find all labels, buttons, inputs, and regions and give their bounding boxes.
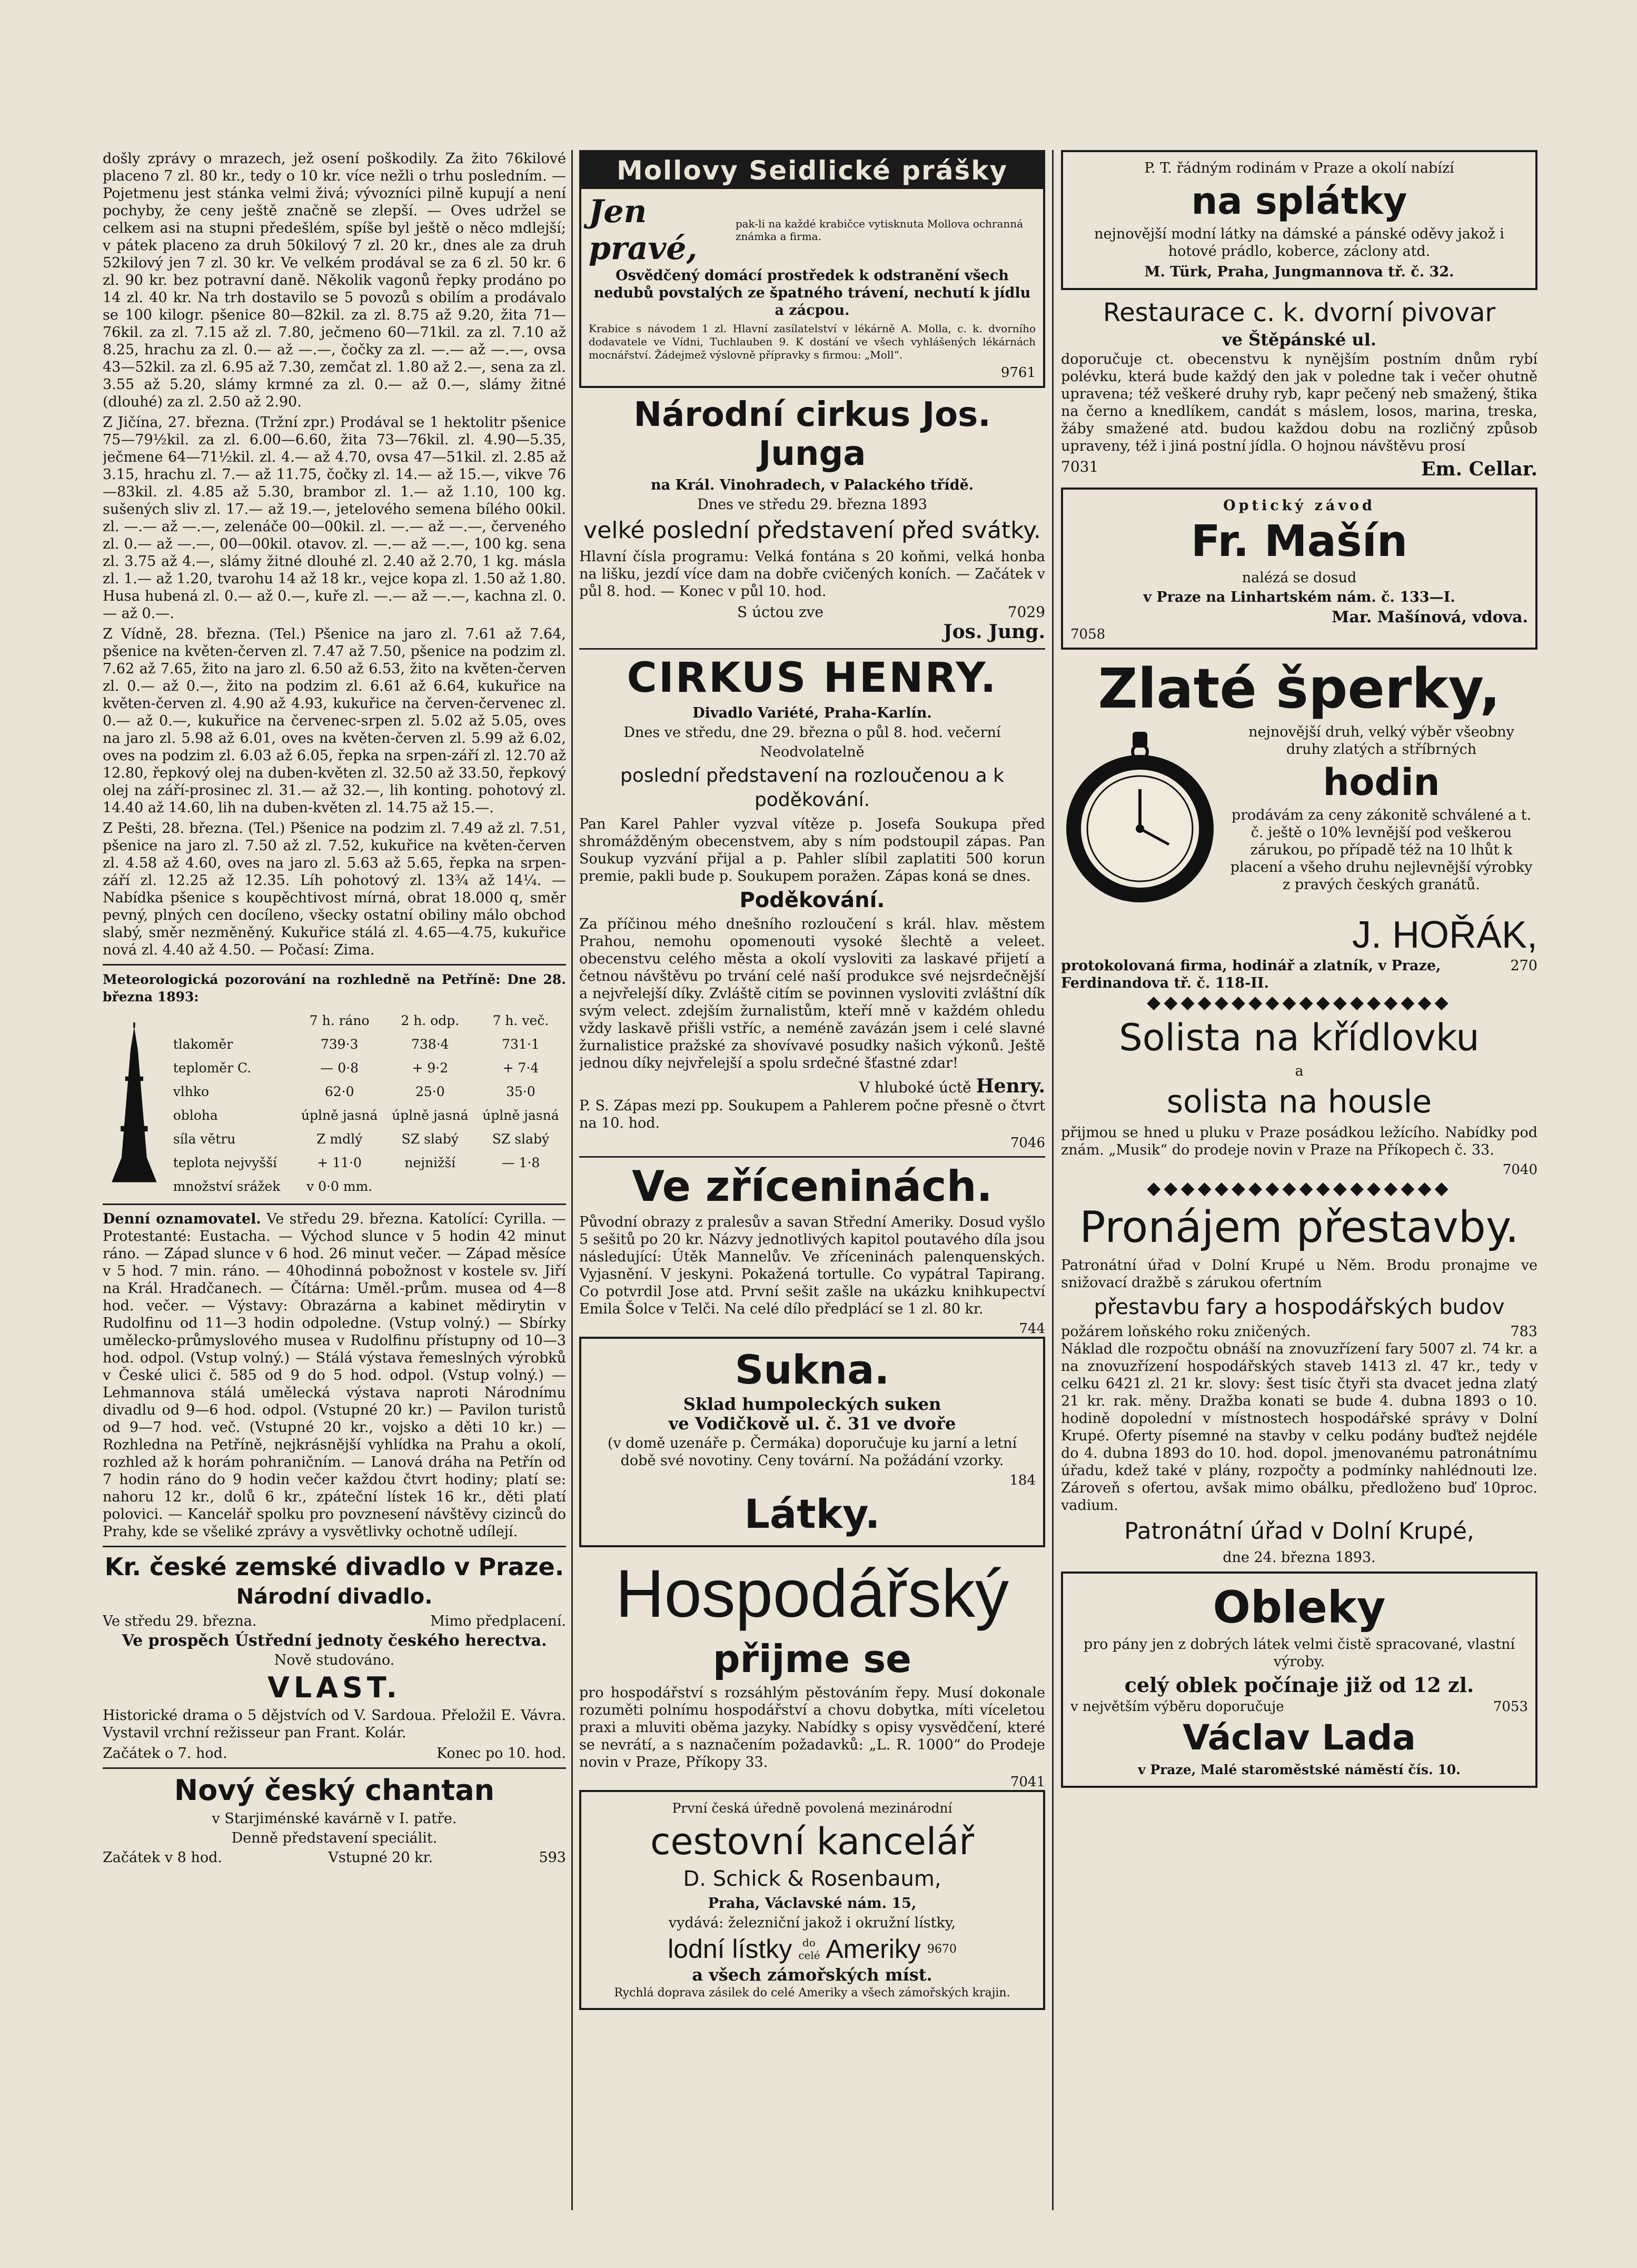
pest-market-report: Z Pešti, 28. března. (Tel.) Pšenice na podzim zl. 7.49 až zl. 7.51, pšenice na jaro zl. 7.50 až zl. 7.52, kukuřice na květen-červen zl. 4.58 až 4.60, oves na jaro zl. 5.63 až 5.65, řepka na srpen-září zl. 12.25 až 12.35. Líh pohotový zl. 13¾ až 14¼. — Nabídka pšenice s koupěchtivost mírná, obrat 18.000 q, směr pevný, plných cen docíleno, všecky ostatní obiliny málo obchod slabý, směr nezměněný. Kukuřice stálá zl. 4.65—4.75, kukuřice nová zl. 4.40 až 4.50. — Počasí: Zima. (103, 820, 566, 958)
obl-line1: pro pány jen z dobrých látek velmi čistě spracované, vlastní výroby. (1083, 1636, 1515, 1670)
sukna-sub: Sklad humpoleckých suken (683, 1394, 941, 1414)
sol-num: 7040 (1502, 1162, 1537, 1178)
theatre-desc: Historické drama o 5 dějstvích od V. Sardoua. Přeložil E. Vávra. Vystavil vrchní režisseur pan Frant. Kolár. (103, 1707, 566, 1741)
henry-text: Pan Karel Pahler vyzval vítěze p. Josefa Soukupa před shromážděným obecenstvem, aby s ním podstoupil zápas. Pan Soukup vyzvání přijal a p. Pahler slíbil zaplatiti 500 korun premie, pakli bude p. Soukupem poražen. Zápas koná se dnes. (579, 816, 1045, 884)
turek-text: nejnovější modní látky na dámské a pánské oděvy jakož i hotové prádlo, koberce, záclony atd. (1094, 226, 1504, 260)
chantan-daily: Denně představení speciálit. (231, 1830, 438, 1846)
optic-num: 7058 (1070, 626, 1106, 642)
jew-num: 270 (1510, 958, 1537, 974)
meteo-row (170, 1056, 566, 1080)
henry-num: 7046 (1010, 1135, 1045, 1151)
hosp-num: 7041 (1010, 1774, 1045, 1790)
meteo-header-row (170, 1009, 566, 1032)
sukna-title: Sukna. (735, 1346, 890, 1393)
optic-title: Fr. Mašín (1190, 516, 1408, 566)
latky-title: Látky. (744, 1490, 880, 1537)
theatre-end: Konec po 10. hod. (436, 1745, 566, 1762)
meteo-cell: 739·3 (320, 1036, 359, 1052)
obl-num: 7053 (1493, 1699, 1528, 1715)
decorative-border: ◆◆◆◆◆◆◆◆◆◆◆◆◆◆◆◆◆◆ (1147, 1178, 1452, 1199)
chantan-price: Vstupné 20 kr. (328, 1849, 433, 1866)
ruins-text: Původní obrazy z pralesův a savan Střední Ameriky. Dosud vyšlo 5 sešitů po 20 kr. Názvy jednotlivých kapitol poutavého díla jsou následující: Útěk Mannelův. Ve zříceninách palenquenských. Vyjasnění. V jeskyni. Pokažená tortulle. Co vypátral Tapirang. Co potvrdil Jose atd. První sešit zašle na ukázku knihkupectví Emila Šolce v Telči. Na celé dílo předplácí se 1 zl. 80 kr. (579, 1214, 1045, 1317)
moll-num: 9761 (1000, 365, 1036, 381)
meteo-cell: nejnižší (404, 1155, 456, 1170)
sukna-num: 184 (1009, 1473, 1036, 1488)
pron-text2-row (1061, 1323, 1537, 1340)
obl-sign: Václav Lada (1183, 1717, 1416, 1758)
pron-text1: Patronátní úřad v Dolní Krupé u Něm. Brodu pronajme ve snižovací dražbě s zárukou ofertním (1061, 1257, 1537, 1291)
chantan-row (103, 1849, 566, 1866)
moll-text: Osvědčený domácí prostředek k odstranění všech nedubů povstalých ze špatného trávení, nechutí k jídlu a zácpou. (593, 267, 1031, 319)
meteo-row (170, 1032, 566, 1056)
meteo-col-header: 7 h. ráno (309, 1012, 370, 1028)
jew-sign: J. HOŘÁK, (1352, 914, 1537, 956)
henry-ps: P. S. Zápas mezi pp. Soukupem a Pahlerem počne přesně o čtvrt na 10. hod. (579, 1098, 1045, 1131)
circus-head: velké poslední představení před svátky. (583, 517, 1041, 544)
theatre-date: Ve středu 29. března. (103, 1613, 257, 1629)
jew-firm-row (1061, 957, 1537, 992)
jew-text: nejnovější druh, velký výběr všeobny druhy zlatých a stříbrných (1248, 724, 1514, 758)
column-rule (1052, 150, 1054, 2210)
obl-line3: v největším výběru doporučuje (1070, 1699, 1284, 1715)
grain-market-report: došly zprávy o mrazech, jež osení poškodily. Za žito 76kilové placeno 7 zl. 80 kr., tedy o 10 kr. více nežli o trhu posledním. — Pojetmenu jest stánka velmi živá; vývozníci pilně kupují a není pochyby, že ceny ještě značně se zlepší. — Oves udržel se celkem asi na stupni předešlém, spíše byl ještě o něco mdlejší; v pátek placeno za druh 50kilový 7 zl. 20 kr., dnes ale za druh 52kilový jen 7 zl. 30 kr. Ve velkém prodával se za 6 zl. 50 kr. 6 zl. 90 kr. bez potravní daně. Několik vagonů řepky prodáno po 14 zl. 40 kr. Na trh dostavilo se 5 povozů s obilím a prodávalo se 100 kilogr. pšenice 80—82kil. za zl. 8.75 až 9.20, žita 71—76kil. za zl. 7.15 až zl. 7.80, ječmeno 60—71kil. za zl. 7.10 až 8.25, hrachu za zl. 0.— až —.—, čočky za zl. —.— až —.—, ovsa 43—52kil. za zl. 6.95 až 7.30, zemčat zl. 1.80 až 2.—, sena za zl. 3.55 až 5.20, slámy krmné za zl. 0.— až 0.—, slámy žitné (dlouhé) za zl. 2.50 až 2.90. (103, 151, 566, 410)
theatre-benefit: Ve prospěch Ústřední jednoty českého herectva. (122, 1632, 547, 1650)
column-right (1061, 150, 1537, 2210)
jew-body (1061, 723, 1537, 913)
meteo-row (170, 1151, 566, 1175)
sukna-where: ve Vodičkově ul. č. 31 ve dvoře (668, 1414, 956, 1434)
divider (579, 1156, 1045, 1158)
moll-pravy-row (589, 193, 1036, 267)
meteo-label: tlakoměr (173, 1036, 233, 1052)
circus-date: Dnes ve středu 29. března 1893 (697, 496, 927, 513)
chantan-num: 593 (539, 1849, 566, 1866)
divider (579, 648, 1045, 650)
ad-sukna (579, 1337, 1045, 1547)
rest-title: Restaurace c. k. dvorní pivovar (1103, 298, 1496, 327)
jew-firm: protokolovaná firma, hodinář a zlatník, v Praze, Ferdinandova tř. č. 118-II. (1061, 958, 1441, 991)
circus-title: Národní cirkus Jos. Junga (633, 395, 991, 473)
moll-band: Mollovy Seidlické prášky (581, 152, 1043, 189)
daily-text: Ve středu 29. března. Katolící: Cyrilla. — Protestanté: Eustacha. — Východ slunce v 5 hodin 42 minut ráno. — Západ slunce v 6 hod. 26 minut večer. — Západ měsíce v 5 hod. 7 min. ráno. — 40hodinná pobožnost v kostele sv. Jiří na Král. Hradčanech. — Čítárna: Uměl.-prům. musea od 4—8 hod. večer. — Výstavy: Obrazárna a kabinet mědirytin v Rudolfinu od 11—3 hodin odpoledne. (Vstup volný.) — Sbírky umělecko-průmyslového musea v Rudolfinu přístupny od 10—3 hod. odpol. (Vstup volný.) — Stálá výstava řemeslných výrobků v České ulici č. 585 od 9 do 5 hod. odpol. (Vstup volný.) — Lehmannova stálá umělecká výstava naproti Národnímu divadlu od 9—6 hod. odpol. (Vstupné 20 kr.) — Pavilon turistů od 9—7 hod. več. (Vstupné 20 kr., vojsko a děti 10 kr.) — Rozhledna na Petříně, nejkrásnější vyhlídka na Prahu a okolí, rozhled až k horám pohraničním. — Lanová dráha na Petřín od 7 hodin ráno do 9 hodin večer každou čtvrt hodiny; platí se: nahoru 12 kr., dolů 6 kr., zpáteční lístek 16 kr., děti platí polovici. — Kancelář spolku pro povznesení návštěvy cizinců do Prahy, kde se všeliké zprávy a vysvětlivky ochotně udílejí. (103, 1211, 566, 1540)
sol-text: přijmou se hned u pluku v Praze posádkou ležícího. Nabídky pod znám. „Musik“ do prodeje novin v Praze na Příkopech č. 33. (1061, 1125, 1537, 1158)
theatre-date-row (103, 1613, 566, 1630)
cest-title: cestovní kancelář (650, 1820, 975, 1863)
sol-a: a (1295, 1063, 1304, 1079)
meteo-label: teploměr C. (173, 1060, 252, 1076)
cest-top: První česká úředně povolená mezinárodní (672, 1801, 953, 1816)
meteo-cell: 62·0 (324, 1083, 354, 1099)
henry-title: CIRKUS HENRY. (627, 654, 998, 702)
meteo-cell: 35·0 (506, 1083, 535, 1099)
ad-cestovni (579, 1790, 1045, 2010)
meteo-cell: úplně jasná (301, 1107, 378, 1123)
turek-title: na splátky (1191, 180, 1407, 223)
cest-row (589, 1934, 1036, 1964)
circus-text: Hlavní čísla programu: Velká fontána s 20 koňmi, velká honba na lišku, jezdí více dam na dobře cvičených koních. — Začátek v půl 8. hod. — Konec v půl 10. hod. (579, 549, 1045, 600)
hosp-title: Hospodářský (616, 1556, 1009, 1632)
cest-num: 9670 (927, 1942, 957, 1956)
henry-sub: Divadlo Variété, Praha-Karlín. (692, 705, 932, 721)
cest-lodni: lodní lístky (668, 1934, 792, 1964)
theatre-new: Nově studováno. (274, 1652, 395, 1668)
vienna-market-report: Z Vídně, 28. března. (Tel.) Pšenice na jaro zl. 7.61 až 7.64, pšenice na květen-červen zl. 7.47 až 7.50, pšenice na podzim zl. 7.62 až 7.65, žito na jaro zl. 6.50 až 6.53, žito na květen-červen zl. 0.— až 0.—, žito na podzim zl. 6.61 až 6.64, kukuřice na květen-červen zl. 4.90 až 4.93, kukuřice na červen-červenec zl. 0.— až 0.—, kukuřice na červenec-srpen zl. 5.02 až 5.05, oves na jaro zl. 5.98 až 6.01, oves na květen-červen zl. 5.99 až 6.02, oves na podzim zl. 6.03 až 6.05, řepka na srpen-září zl. 12.70 až 12.80, řepkový olej na duben-květen zl. 32.50 až 33.50, řepkový olej na září-prosinec zl. 31.— až 32.—, lih konting. pohotový zl. 14.40 až 14.60, lih na duben-květen zl. 14.75 až 15.—. (103, 626, 566, 816)
optic-pre: Optický závod (1223, 498, 1375, 514)
hosp-sub: přijme se (712, 1637, 911, 1681)
cest-foot: Rychlá doprava zásilek do celé Ameriky a všech zámořských krajin. (614, 1986, 1010, 2000)
meteo-label: obloha (173, 1107, 218, 1123)
circus-respect-row (579, 603, 1045, 621)
circus-sign: Jos. Jung. (943, 621, 1045, 643)
cest-addr: Praha, Václavské nám. 15, (708, 1895, 917, 1912)
divider (103, 964, 566, 966)
pron-head: přestavbu fary a hospodářských budov (1094, 1295, 1505, 1319)
meteo-cell: 738·4 (411, 1036, 449, 1052)
meteo-col-header: 2 h. odp. (401, 1012, 460, 1028)
meteo-table (170, 1009, 566, 1198)
sol-title: Solista na křídlovku (1119, 1016, 1480, 1059)
meteo-row (170, 1080, 566, 1103)
meteo-cell: v 0·0 mm. (306, 1178, 373, 1194)
meteo-cell: úplně jasná (482, 1107, 559, 1123)
theatre-subtitle: Národní divadlo. (236, 1585, 433, 1609)
optic-addr: v Praze na Linhartském nám. č. 133—I. (1143, 589, 1455, 605)
meteo-label: vlhko (173, 1083, 210, 1099)
rest-num: 7031 (1061, 458, 1099, 475)
optic-text: nalézá se dosud (1242, 570, 1357, 586)
henry-head: poslední představení na rozloučenou a k poděkování. (620, 765, 1004, 811)
ad-moll (579, 150, 1045, 388)
chantan-title: Nový český chantan (174, 1774, 495, 1807)
sukna-text: (v domě uzenáře p. Čermáka) doporučuje ku jarní a letní době své novotiny. Ceny tovární. Na požádání vzorky. (607, 1435, 1017, 1469)
circus-respect: S úctou zve (737, 603, 824, 621)
meteo-cell: 25·0 (415, 1083, 445, 1099)
theatre-start: Začátek o 7. hod. (103, 1745, 227, 1762)
moll-pravy-note: pak-li na každé krabičce vytisknuta Mollova ochranná známka a firma. (735, 217, 1024, 243)
pron-num: 783 (1510, 1324, 1537, 1340)
turek-intro: P. T. řádným rodinám v Praze a okolí nabízí (1144, 160, 1454, 176)
meteo-section (103, 1009, 566, 1198)
ruins-num: 744 (1019, 1321, 1045, 1337)
meteo-cell: 731·1 (502, 1036, 540, 1052)
column-left (103, 150, 566, 2210)
obl-title: Obleky (1213, 1581, 1386, 1633)
cest-do: do celé (798, 1936, 820, 1962)
chantan-start: Začátek v 8 hod. (103, 1849, 222, 1866)
rest-text: doporučuje ct. obecenstvu k nynějším postním dnům rybí polévku, která bude každý den jak v poledne tak i večer ohutně upravena; též veškeré druhy ryb, kapr pečený neb smažený, štika na černo a knedlíkem, candát s máslem, losos, marina, treska, žáby smažené atd. budou každou dobu na rozličný způsob upraveny, též i jiná postní jídla. O hojnou návštěvu prosí (1061, 351, 1537, 454)
jicin-market-report: Z Jičína, 27. března. (Tržní zpr.) Prodával se 1 hektolitr pšenice 75—79½kil. za zl. 6.00—6.60, žita 73—76kil. zl. 4.90—5.35, ječmene 64—71½kil. zl. 4.— až 4.70, ovsa 47—51kil. zl. 2.85 až 3.15, hrachu zl. 7.— až 11.75, čočky zl. 14.— až 15.—, vikve 76—83kil. zl. 4.85 až 5.30, brambor zl. 1.— až 1.10, 100 kg. sušených sliv zl. 17.— až 19.—, jetelového semena bílého 00kil. zl. —.— až —.—, zelenáče 00—00kil. zl. —.— až —.—, červeného zl. 0.— až —.—, 00—00kil. otavov. zl. —.— až —.—, 100 kg. sena zl. 3.75 až 4.—, slámy žitné dlouhé zl. 2.40 až 2.70, 1 kg. másla zl. 1.— až 1.20, tvarohu 14 až 18 kr., vejce kopa zl. 1.50 až 1.80. Husa hubená zl. 0.— až 0.—, kuře zl. —.— až —.—, kachna zl. 0.— až 0.—. (103, 414, 566, 622)
pocket-watch-image (1061, 729, 1219, 908)
henry-sign-row (579, 1075, 1045, 1097)
circus-num: 7029 (1007, 603, 1045, 621)
henry-date: Dnes ve středu, dne 29. března o půl 8. hod. večerní (623, 724, 1001, 741)
ruins-title: Ve zříceninách. (632, 1162, 993, 1211)
jew-text2: prodávám za ceny zákonitě schválené a t. č. ještě o 10% levnější pod veškerou zárukou, po případě též na 10 lhůt k placení a všeho druhu nejlevnější výrobky z pravých českých granátů. (1230, 807, 1533, 893)
meteo-label: množství srážek (173, 1178, 281, 1194)
column-middle (579, 150, 1045, 2210)
obl-line3-row (1070, 1699, 1528, 1715)
meteo-cell: + 9·2 (412, 1060, 449, 1076)
hosp-text: pro hospodářství s rozsáhlým pěstováním řepy. Musí dokonale rozuměti polnímu hospodářství a chovu dobytka, míti víceletou praxi a mluviti oběma jazyky. Nabídky s opisy vysvědčení, které se nevrátí, a s naznačením požadavků: „L. R. 1000“ do Prodeje novin v Praze, Příkopy 33. (579, 1685, 1045, 1770)
henry-thanks: Za příčinou mého dnešního rozloučení s král. hlav. městem Prahou, nemohu opomenouti vysoké šlechtě a veleet. obecenstvu celého města a okolí vysloviti za laskavé přijetí a četnou návštěvu po trvání celé naší produkce své nejsrdečnější a nejvřelejší díky. Zvláště citím se povinnen vysloviti zvláštní dík svým velect. zdejším žurnalistům, kteří mně v každém ohledu vždy laskavě přišli vstříc, a neméně zavázán jsem i celé slavné žurnalistice pražské za shovívavé posudky našich výkonů. Ještě jednou díky nejvřelejší a spolu srdečné šťastné zdar! (579, 916, 1045, 1071)
meteo-row (170, 1127, 566, 1151)
henry-sign: Henry. (976, 1075, 1045, 1097)
meteo-cell: + 11·0 (317, 1155, 362, 1170)
theatre-note: Mimo předplacení. (430, 1613, 566, 1629)
cest-firm: D. Schick & Rosenbaum, (683, 1867, 941, 1891)
pron-title: Pronájem přestavby. (1079, 1202, 1519, 1252)
divider (103, 1546, 566, 1547)
rest-where: ve Štěpánské ul. (1222, 330, 1376, 350)
rest-sign: Em. Cellar. (1421, 458, 1537, 480)
petrin-tower-image (103, 1009, 166, 1198)
moll-pravy: Jen pravé, (589, 193, 698, 267)
meteo-cell: SZ slabý (492, 1131, 550, 1147)
moll-small: Krabice s návodem 1 zl. Hlavní zasílatelství v lékárně A. Molla, c. k. dvorního dodavatele ve Vídni, Tuchlauben 9. K dostání ve všech vyhlášených lékárnách mocnářství. Žádejmež výslovně přípravky s firmou: „Moll“. (589, 322, 1036, 361)
circus-where: na Král. Vinohradech, v Palackého třídě. (650, 477, 974, 493)
pron-sign: Patronátní úřad v Dolní Krupé, (1124, 1518, 1474, 1545)
divider (103, 1203, 566, 1205)
rest-sign-row (1061, 458, 1537, 480)
cest-tickets: vydává: železniční jakož i okružní lístky, (668, 1915, 956, 1931)
cest-amer: Ameriky (826, 1934, 921, 1964)
jew-hodin: hodin (1323, 761, 1440, 804)
theatre-play: VLAST. (267, 1671, 402, 1704)
obl-line2: celý oblek počínaje již od 12 zl. (1124, 1673, 1474, 1697)
ad-obleky (1061, 1571, 1537, 1788)
theatre-times (103, 1745, 566, 1762)
meteo-cell: + 7·4 (502, 1060, 539, 1076)
meteo-cell: — 1·8 (501, 1155, 540, 1170)
divider (103, 1767, 566, 1769)
meteo-row (170, 1175, 566, 1198)
optic-sign: Mar. Mašínová, vdova. (1332, 608, 1528, 626)
henry-sign-pre: V hluboké úctě (859, 1079, 971, 1096)
decorative-border: ◆◆◆◆◆◆◆◆◆◆◆◆◆◆◆◆◆◆ (1147, 992, 1452, 1013)
turek-sign: M. Türk, Praha, Jungmannova tř. č. 32. (1144, 264, 1454, 280)
ad-turek (1061, 150, 1537, 290)
henry-irr: Neodvolatelně (760, 744, 865, 760)
jew-title: Zlaté šperky, (1098, 656, 1501, 721)
henry-thanks-title: Poděkování. (739, 888, 885, 912)
theatre-title: Kr. české zemské divadlo v Praze. (104, 1553, 564, 1581)
meteo-cell: úplně jasná (392, 1107, 469, 1123)
obl-addr: v Praze, Malé staroměstské náměstí čís. 10. (1138, 1762, 1461, 1777)
pron-text3: Náklad dle rozpočtu obnáší na znovuzřízení fary 5007 zl. 74 kr. a na znovuzřízení hospodářských staveb 1413 zl. 47 kr., tedy v celku 6421 zl. 21 kr. slovy: šest tisíc čtyři sta dvacet jedna zlatý 21 kr. rak. měny. Dražba konati se bude 4. dubna 1893 o 10. hodině dopolední v místnostech hospodářské správy v Dolní Krupé. Oferty písemné na stavby v celku podány buďtež nejdéle do 4. dubna 1893 do 10. hod. dopol. jmenovanému patronátnímu úřadu, kdež také v plány, rozpočty a podmínky nahlédnouti lze. Zároveň s ofertou, avšak mimo obálku, předloženo buď 10proc. vadium. (1061, 1341, 1537, 1514)
sol-title2: solista na housle (1166, 1083, 1432, 1120)
meteo-cell: — 0·8 (320, 1060, 359, 1076)
meteo-title: Meteorologická pozorování na rozhledně na Petříně: Dne 28. března 1893: (103, 972, 566, 1004)
chantan-where: v Starjiménské kavárně v I. patře. (212, 1811, 457, 1827)
cest-all: a všech zámořských míst. (692, 1965, 932, 1985)
meteo-cell: Z mdlý (316, 1131, 363, 1147)
meteo-col-header: 7 h. več. (492, 1012, 549, 1028)
column-rule (571, 150, 573, 2210)
meteo-cell (385, 1175, 475, 1198)
daily-title: Denní oznamovatel. (103, 1211, 261, 1227)
pron-text2: požárem loňského roku zničených. (1061, 1324, 1311, 1340)
meteo-cell (475, 1175, 566, 1198)
meteo-cell: SZ slabý (401, 1131, 459, 1147)
pron-date: dne 24. března 1893. (1223, 1549, 1376, 1566)
meteo-row (170, 1103, 566, 1127)
meteo-label: síla větru (173, 1131, 236, 1147)
meteo-label: teplota nejvyšší (173, 1155, 277, 1170)
ad-optic (1061, 488, 1537, 650)
